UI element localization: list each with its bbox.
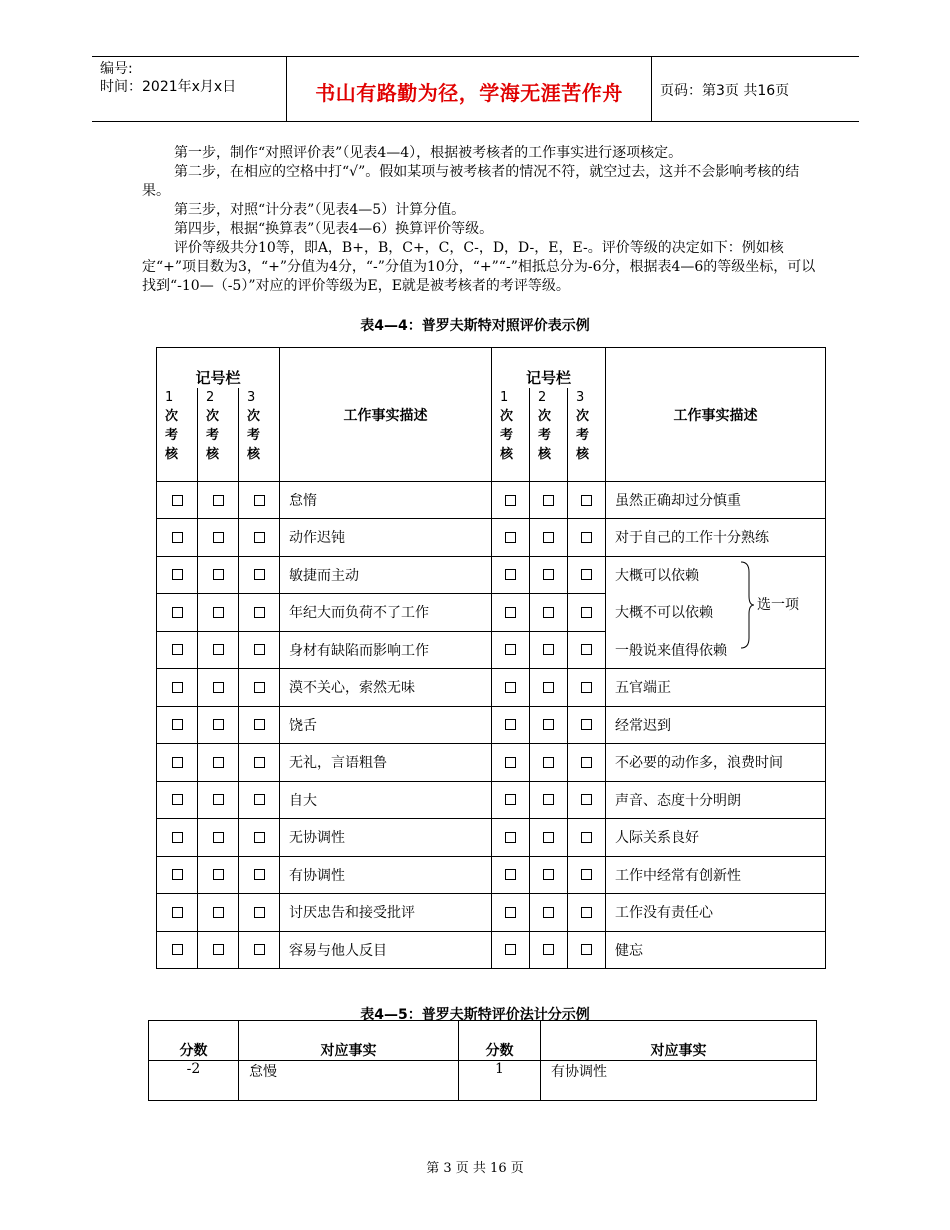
checkbox-right-3[interactable] — [581, 532, 592, 543]
checkbox-cell — [568, 556, 606, 594]
checkbox-cell — [239, 931, 280, 969]
checkbox-cell — [568, 669, 606, 707]
header-bottom-rule — [92, 121, 859, 122]
checkbox-left-2[interactable] — [213, 532, 224, 543]
checkbox-cell — [198, 556, 239, 594]
table-row — [157, 856, 826, 894]
score-header-1: 分数 — [149, 1021, 239, 1061]
check-col-number: 2 — [206, 389, 215, 405]
checkbox-cell — [530, 519, 568, 557]
checkbox-cell — [239, 669, 280, 707]
checkbox-left-1[interactable] — [172, 607, 183, 618]
checkbox-cell — [568, 856, 606, 894]
header-motto: 书山有路勤为径，学海无涯苦作舟 — [315, 81, 623, 105]
table-row — [157, 669, 826, 707]
checkbox-cell — [492, 482, 530, 519]
fact-description-left: 怠惰 — [280, 482, 492, 519]
step-3: 第三步，对照“计分表”（见表4—5）计算分值。 — [174, 202, 466, 218]
checkbox-cell — [492, 856, 530, 894]
fact-description-left: 年纪大而负荷不了工作 — [280, 594, 492, 632]
checkbox-right-3[interactable] — [581, 495, 592, 506]
checkbox-cell — [568, 482, 606, 519]
checkbox-cell — [492, 819, 530, 857]
checkbox-cell — [198, 894, 239, 932]
step-2: 第二步，在相应的空格中打“√”。假如某项与被考核者的情况不符，就空过去，这并不会影响考核的结果。 — [142, 164, 800, 199]
fact-description-right: 声音、态度十分明朗 — [606, 781, 826, 819]
checkbox-cell — [157, 744, 198, 782]
checkbox-left-3[interactable] — [254, 532, 265, 543]
checkbox-cell — [530, 669, 568, 707]
fact-description-left: 饶舌 — [280, 706, 492, 744]
checkbox-cell — [568, 931, 606, 969]
checkbox-cell — [157, 894, 198, 932]
table-row — [157, 819, 826, 857]
checkbox-left-3[interactable] — [254, 944, 265, 955]
checkbox-cell — [492, 744, 530, 782]
fact-description-right: 健忘 — [606, 931, 826, 969]
checkbox-cell — [157, 482, 198, 519]
fact-description-left: 动作迟钝 — [280, 519, 492, 557]
checkbox-cell — [530, 856, 568, 894]
checkbox-cell — [198, 931, 239, 969]
checkbox-cell — [157, 856, 198, 894]
checkbox-cell — [530, 706, 568, 744]
checkbox-cell — [492, 706, 530, 744]
table-row — [157, 631, 826, 669]
record-column-header-right: 记号栏 — [492, 348, 606, 388]
checkbox-left-2[interactable] — [213, 719, 224, 730]
step-4: 第四步，根据“换算表”（见表4—6）换算评价等级。 — [174, 221, 494, 237]
checkbox-left-3[interactable] — [254, 569, 265, 580]
checkbox-cell — [530, 482, 568, 519]
check-col-label: 次考核 — [247, 408, 261, 462]
score-value-2: 1 — [459, 1061, 541, 1101]
table-row — [157, 931, 826, 969]
fact-description-left: 有协调性 — [280, 856, 492, 894]
checkbox-cell — [198, 669, 239, 707]
checkbox-left-3[interactable] — [254, 607, 265, 618]
checklist-table — [156, 347, 826, 969]
checkbox-left-1[interactable] — [172, 644, 183, 655]
checkbox-cell — [492, 556, 530, 594]
checkbox-right-2[interactable] — [543, 869, 554, 880]
checkbox-cell — [239, 556, 280, 594]
fact-header-1: 对应事实 — [239, 1021, 459, 1061]
checkbox-cell — [198, 744, 239, 782]
checkbox-left-1[interactable] — [172, 682, 183, 693]
checkbox-left-3[interactable] — [254, 644, 265, 655]
check-col-number: 2 — [538, 389, 547, 405]
fact-description-left: 自大 — [280, 781, 492, 819]
checkbox-cell — [239, 894, 280, 932]
choose-one-label: 选一项 — [757, 597, 799, 613]
checkbox-left-2[interactable] — [213, 832, 224, 843]
checkbox-cell — [157, 706, 198, 744]
header-top-rule — [92, 56, 859, 57]
check-col-label: 次考核 — [576, 408, 590, 462]
checkbox-cell — [239, 819, 280, 857]
checkbox-left-2[interactable] — [213, 682, 224, 693]
checkbox-right-3[interactable] — [581, 794, 592, 805]
checkbox-cell — [568, 781, 606, 819]
fact-description-right: 经常迟到 — [606, 706, 826, 744]
fact-header-2: 对应事实 — [541, 1021, 817, 1061]
checkbox-cell — [198, 706, 239, 744]
checkbox-cell — [157, 556, 198, 594]
checkbox-cell — [530, 594, 568, 632]
fact-description-left: 讨厌忠告和接受批评 — [280, 894, 492, 932]
checkbox-right-3[interactable] — [581, 682, 592, 693]
check-col-number: 1 — [500, 389, 509, 405]
checkbox-left-2[interactable] — [213, 495, 224, 506]
check-col-header-left-3 — [239, 388, 280, 482]
checkbox-right-2[interactable] — [543, 719, 554, 730]
checkbox-cell — [239, 781, 280, 819]
checkbox-right-3[interactable] — [581, 832, 592, 843]
checkbox-cell — [530, 931, 568, 969]
checkbox-cell — [492, 631, 530, 669]
checkbox-cell — [568, 631, 606, 669]
checkbox-right-2[interactable] — [543, 607, 554, 618]
fact-description-left: 漠不关心，索然无味 — [280, 669, 492, 707]
checkbox-cell — [492, 669, 530, 707]
fact-description-right: 大概不可以依赖 — [606, 594, 826, 632]
fact-description-left: 身材有缺陷而影响工作 — [280, 631, 492, 669]
fact-description-right: 五官端正 — [606, 669, 826, 707]
checkbox-left-1[interactable] — [172, 495, 183, 506]
checkbox-right-2[interactable] — [543, 495, 554, 506]
checkbox-cell — [530, 556, 568, 594]
checkbox-cell — [492, 781, 530, 819]
table45-title: 表4—5：普罗夫斯特评价法计分示例 — [360, 1007, 590, 1023]
score-value-1: -2 — [149, 1061, 239, 1101]
checkbox-cell — [568, 519, 606, 557]
table-row — [157, 519, 826, 557]
check-col-header-right-3 — [568, 388, 606, 482]
checkbox-cell — [568, 744, 606, 782]
checkbox-right-3[interactable] — [581, 644, 592, 655]
table-row — [157, 482, 826, 519]
checkbox-cell — [239, 631, 280, 669]
checkbox-left-1[interactable] — [172, 944, 183, 955]
fact-description-right: 人际关系良好 — [606, 819, 826, 857]
check-col-label: 次考核 — [206, 408, 220, 462]
doc-number-label: 编号: — [100, 61, 133, 77]
step-1: 第一步，制作“对照评价表”（见表4—4），根据被考核者的工作事实进行逐项核定。 — [174, 145, 683, 161]
check-col-header-left-2 — [198, 388, 239, 482]
checkbox-left-2[interactable] — [213, 607, 224, 618]
doc-time-label: 时间：2021年x月x日 — [100, 79, 237, 95]
intro-text — [142, 144, 822, 296]
checkbox-left-2[interactable] — [213, 569, 224, 580]
check-col-label: 次考核 — [165, 408, 179, 462]
checkbox-right-1[interactable] — [505, 682, 516, 693]
check-col-label: 次考核 — [500, 408, 514, 462]
checkbox-right-3[interactable] — [581, 607, 592, 618]
checkbox-left-2[interactable] — [213, 794, 224, 805]
checkbox-left-1[interactable] — [172, 869, 183, 880]
checkbox-right-3[interactable] — [581, 719, 592, 730]
checkbox-right-1[interactable] — [505, 644, 516, 655]
checkbox-left-1[interactable] — [172, 907, 183, 918]
checkbox-cell — [530, 894, 568, 932]
fact-description-right: 对于自己的工作十分熟练 — [606, 519, 826, 557]
fact-description-right: 工作没有责任心 — [606, 894, 826, 932]
checkbox-left-2[interactable] — [213, 869, 224, 880]
checkbox-right-2[interactable] — [543, 682, 554, 693]
table-row — [157, 781, 826, 819]
checkbox-cell — [157, 931, 198, 969]
checkbox-left-3[interactable] — [254, 907, 265, 918]
checkbox-left-2[interactable] — [213, 907, 224, 918]
page-footer: 第 3 页 共 16 页 — [426, 1161, 524, 1176]
score-header-2: 分数 — [459, 1021, 541, 1061]
checkbox-right-2[interactable] — [543, 757, 554, 768]
checkbox-right-2[interactable] — [543, 794, 554, 805]
table-row — [157, 894, 826, 932]
table-row — [157, 706, 826, 744]
checkbox-cell — [530, 819, 568, 857]
checkbox-left-2[interactable] — [213, 757, 224, 768]
checkbox-cell — [198, 482, 239, 519]
checkbox-left-3[interactable] — [254, 757, 265, 768]
checkbox-left-3[interactable] — [254, 832, 265, 843]
checkbox-cell — [157, 819, 198, 857]
table44-title: 表4—4：普罗夫斯特对照评价表示例 — [360, 318, 590, 334]
checkbox-left-3[interactable] — [254, 682, 265, 693]
checkbox-cell — [568, 894, 606, 932]
checkbox-cell — [530, 631, 568, 669]
checkbox-cell — [198, 594, 239, 632]
desc-header-right: 工作事实描述 — [606, 348, 826, 482]
checkbox-right-2[interactable] — [543, 532, 554, 543]
fact-description-left: 容易与他人反目 — [280, 931, 492, 969]
fact-description-right: 不必要的动作多，浪费时间 — [606, 744, 826, 782]
fact-description-right: 工作中经常有创新性 — [606, 856, 826, 894]
checkbox-right-1[interactable] — [505, 907, 516, 918]
fact-description-left: 无协调性 — [280, 819, 492, 857]
checkbox-left-3[interactable] — [254, 869, 265, 880]
checkbox-left-1[interactable] — [172, 719, 183, 730]
checkbox-right-3[interactable] — [581, 907, 592, 918]
header-page-label: 页码：第3页 共16页 — [660, 83, 790, 99]
checkbox-cell — [157, 519, 198, 557]
header-meta — [100, 60, 236, 96]
checkbox-left-3[interactable] — [254, 495, 265, 506]
checkbox-right-2[interactable] — [543, 832, 554, 843]
checkbox-left-1[interactable] — [172, 757, 183, 768]
checkbox-left-2[interactable] — [213, 944, 224, 955]
fact-description-right: 大概可以依赖 — [606, 556, 826, 594]
header-divider-right — [651, 57, 652, 121]
checkbox-cell — [530, 744, 568, 782]
checkbox-right-1[interactable] — [505, 944, 516, 955]
checkbox-left-1[interactable] — [172, 794, 183, 805]
check-col-header-left-1 — [157, 388, 198, 482]
checkbox-cell — [239, 856, 280, 894]
checkbox-cell — [239, 482, 280, 519]
checkbox-cell — [157, 631, 198, 669]
check-col-header-right-2 — [530, 388, 568, 482]
fact-description-right: 虽然正确却过分慎重 — [606, 482, 826, 519]
checkbox-right-2[interactable] — [543, 907, 554, 918]
checkbox-cell — [492, 594, 530, 632]
checkbox-cell — [198, 519, 239, 557]
checkbox-cell — [198, 781, 239, 819]
table-row — [157, 556, 826, 594]
fact-description-right: 一般说来值得依赖 — [606, 631, 826, 669]
header-divider-left — [286, 57, 287, 121]
fact-value-2: 有协调性 — [541, 1061, 817, 1101]
checkbox-right-1[interactable] — [505, 794, 516, 805]
checkbox-left-1[interactable] — [172, 832, 183, 843]
check-col-number: 1 — [165, 389, 174, 405]
checkbox-cell — [198, 856, 239, 894]
checkbox-right-1[interactable] — [505, 719, 516, 730]
table-row — [157, 744, 826, 782]
checkbox-cell — [239, 594, 280, 632]
grading-explanation: 评价等级共分10等，即A，B+，B，C+，C，C-，D，D-，E，E-。评价等级的决定如下：例如核定“+”项目数为3，“+”分值为4分，“-”分值为10分，“+”“-”相抵总分为-6分，根据表4—6的等级坐标，可以找到“-10—（-5）”对应的评价等级为E，E就是被考核者的考评等级。 — [142, 240, 816, 294]
fact-description-left: 无礼，言语粗鲁 — [280, 744, 492, 782]
checkbox-cell — [157, 781, 198, 819]
checkbox-right-1[interactable] — [505, 532, 516, 543]
fact-value-1: 怠慢 — [239, 1061, 459, 1101]
checkbox-cell — [568, 706, 606, 744]
checkbox-right-1[interactable] — [505, 832, 516, 843]
fact-description-left: 敏捷而主动 — [280, 556, 492, 594]
checkbox-left-3[interactable] — [254, 719, 265, 730]
checkbox-left-1[interactable] — [172, 532, 183, 543]
checkbox-cell — [492, 894, 530, 932]
checkbox-right-1[interactable] — [505, 607, 516, 618]
checkbox-right-2[interactable] — [543, 944, 554, 955]
checkbox-cell — [492, 519, 530, 557]
record-column-header-left: 记号栏 — [157, 348, 280, 388]
checkbox-right-1[interactable] — [505, 869, 516, 880]
desc-header-left: 工作事实描述 — [280, 348, 492, 482]
checkbox-right-1[interactable] — [505, 757, 516, 768]
checkbox-left-3[interactable] — [254, 794, 265, 805]
check-col-header-right-1 — [492, 388, 530, 482]
check-col-number: 3 — [576, 389, 585, 405]
checkbox-cell — [239, 519, 280, 557]
checkbox-cell — [157, 594, 198, 632]
checkbox-left-1[interactable] — [172, 569, 183, 580]
checkbox-right-3[interactable] — [581, 869, 592, 880]
checkbox-right-2[interactable] — [543, 569, 554, 580]
checkbox-cell — [198, 631, 239, 669]
checkbox-cell — [568, 594, 606, 632]
score-table — [148, 1020, 817, 1101]
checkbox-cell — [157, 669, 198, 707]
checkbox-right-1[interactable] — [505, 495, 516, 506]
checkbox-cell — [239, 744, 280, 782]
table-row — [157, 594, 826, 632]
checkbox-right-2[interactable] — [543, 644, 554, 655]
checkbox-left-2[interactable] — [213, 644, 224, 655]
check-col-label: 次考核 — [538, 408, 552, 462]
choose-one-brace — [739, 560, 755, 650]
checkbox-cell — [492, 931, 530, 969]
checkbox-cell — [568, 819, 606, 857]
checkbox-right-3[interactable] — [581, 757, 592, 768]
checkbox-right-3[interactable] — [581, 944, 592, 955]
checkbox-cell — [530, 781, 568, 819]
check-col-number: 3 — [247, 389, 256, 405]
checkbox-cell — [198, 819, 239, 857]
checkbox-cell — [239, 706, 280, 744]
checkbox-right-3[interactable] — [581, 569, 592, 580]
checkbox-right-1[interactable] — [505, 569, 516, 580]
